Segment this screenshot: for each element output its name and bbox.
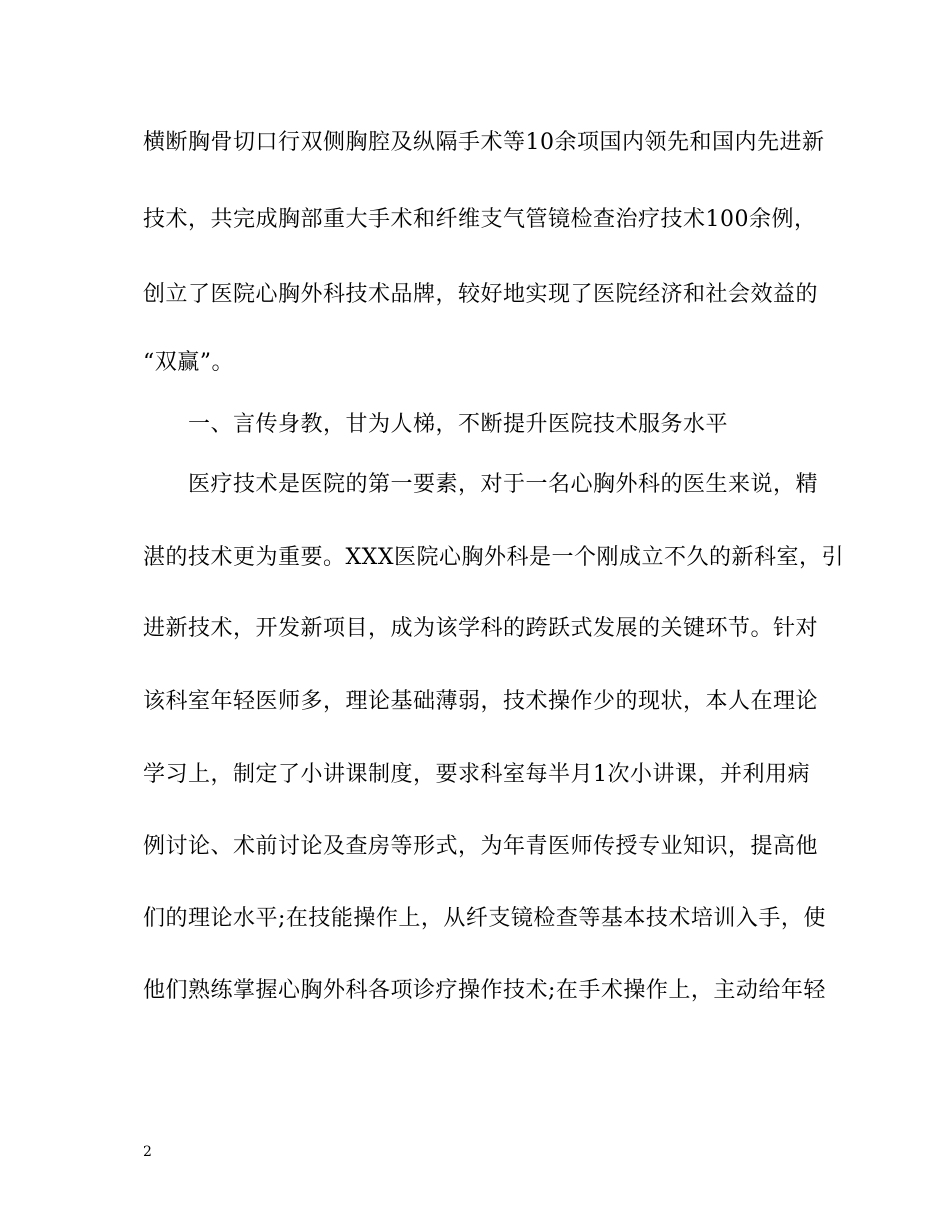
body-text-line: 创立了医院心胸外科技术品牌，较好地实现了医院经济和社会效益的 <box>143 282 819 307</box>
body-text-line: “双赢”。 <box>143 350 234 375</box>
body-text-line: 例讨论、术前讨论及查房等形式，为年青医师传授专业知识，提高他 <box>143 834 819 859</box>
paragraph-first-line: 医疗技术是医院的第一要素，对于一名心胸外科的医生来说，精 <box>188 472 819 497</box>
body-text-line: 们的理论水平;在技能操作上，从纤支镜检查等基本技术培训入手，使 <box>143 906 826 931</box>
body-text-line: 湛的技术更为重要。XXX医院心胸外科是一个刚成立不久的新科室，引 <box>143 545 844 570</box>
body-text-line: 横断胸骨切口行双侧胸腔及纵隔手术等10余项国内领先和国内先进新 <box>143 130 825 155</box>
body-text-line: 学习上，制定了小讲课制度，要求科室每半月1次小讲课，并利用病 <box>143 762 810 787</box>
body-text-line: 该科室年轻医师多，理论基础薄弱，技术操作少的现状，本人在理论 <box>143 689 819 714</box>
page-number: 2 <box>143 1144 152 1160</box>
body-text-line: 技术，共完成胸部重大手术和纤维支气管镜检查治疗技术100余例， <box>143 207 817 232</box>
section-heading: 一、言传身教，甘为人梯，不断提升医院技术服务水平 <box>188 412 729 437</box>
body-text-line: 进新技术，开发新项目，成为该学科的跨跃式发展的关键环节。针对 <box>143 616 819 641</box>
body-text-line: 他们熟练掌握心胸外科各项诊疗操作技术;在手术操作上，主动给年轻 <box>143 978 826 1003</box>
